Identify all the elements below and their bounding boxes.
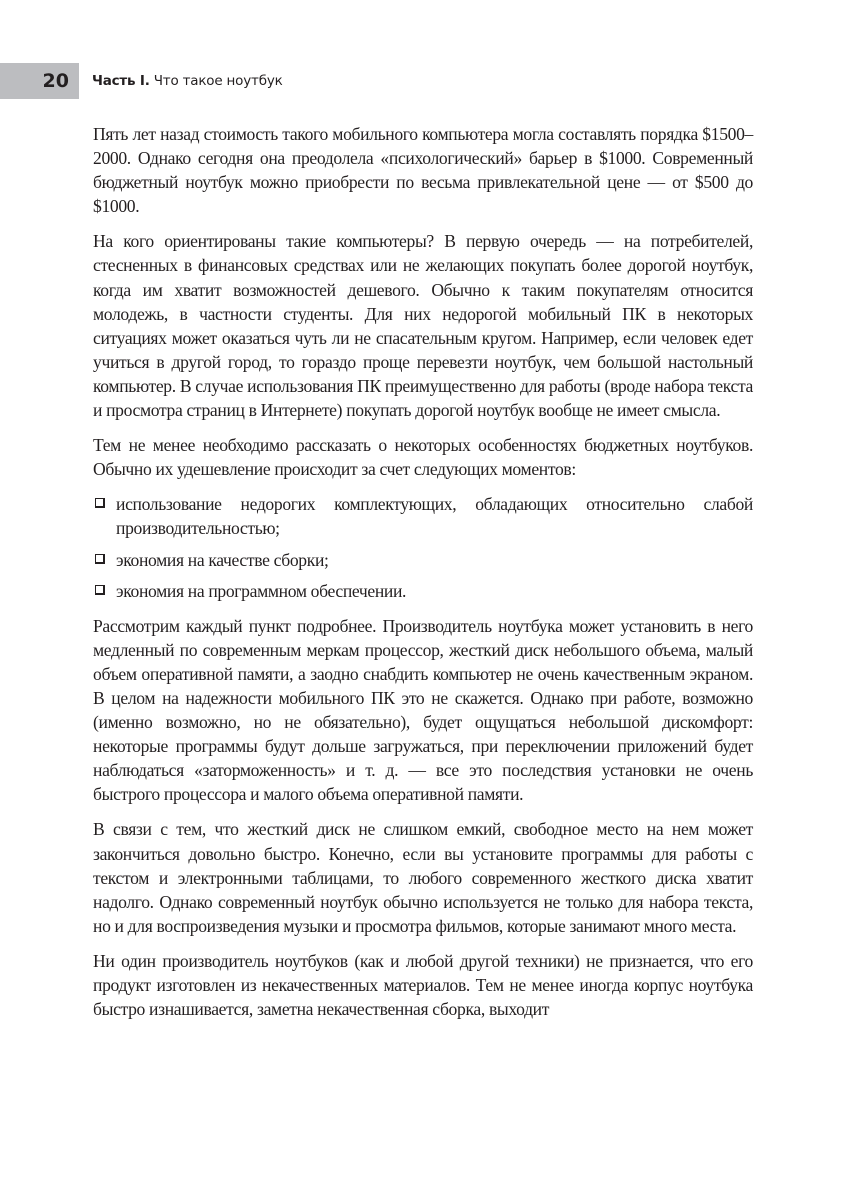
part-label: Часть I. <box>92 73 150 89</box>
page-number: 20 <box>42 70 69 92</box>
checkbox-bullet-icon <box>95 498 105 508</box>
paragraph-price: Пять лет назад стоимость такого мобильного компьютера могла составлять порядка $1500–2000. Однако сегодня она преодолела «психологический» барьер в $1000. Современный бюджетный ноутбук можно приобрести по весьма привлекательной цене — от $500 до $1000. <box>93 124 753 217</box>
page-number-tab <box>0 63 79 99</box>
paragraph-disk-space: В связи с тем, что жесткий диск не слишком емкий, свободное место на нем может закончиться довольно быстро. Конечно, если вы установите программы для работы с текстом и электронными таблицами, то любого современного жесткого диска хватит надолго. Однако современный ноутбук обычно используется не только для набора текста, но и для воспроизведения музыки и просмотра фильмов, которые занимают много места. <box>93 819 753 936</box>
list-item <box>93 548 753 572</box>
paragraph-hardware: Рассмотрим каждый пункт подробнее. Производитель ноутбука может установить в него медленный по современным меркам процессор, жесткий диск небольшого объема, малый объем оперативной памяти, а заодно снабдить компьютер не очень качественным экраном. В целом на надежности мобильного ПК это не скажется. Однако при работе, возможно (именно возможно, но не обязательно), будет ощущаться небольшой дискомфорт: некоторые программы будут дольше загружаться, при переключении приложений будет наблюдаться «заторможенность» и т. д. — все это последствия установки не очень быстрого процессора и малого объема оперативной памяти. <box>93 615 753 805</box>
list-item <box>93 579 753 603</box>
running-head <box>0 63 283 99</box>
list-item-text: экономия на качестве сборки; <box>116 549 329 570</box>
list-item <box>93 492 753 540</box>
paragraph-build-quality: Ни один производитель ноутбуков (как и любой другой техники) не признается, что его продукт изготовлен из некачественных материалов. Тем не менее иногда корпус ноутбука быстро изнашивается, заметна некачественная сборка, выходит <box>93 950 753 1020</box>
chapter-heading <box>92 73 283 89</box>
page-body <box>93 122 753 1032</box>
list-item-text: экономия на программном обеспечении. <box>116 580 407 601</box>
paragraph-audience: На кого ориентированы такие компьютеры? В первую очередь — на потребителей, стесненных в финансовых средствах или не желающих покупать более дорогой ноутбук, когда им хватит возможностей дешевого. Обычно к таким покупателям относится молодежь, в частности студенты. Для них недорогой мобильный ПК в некоторых ситуациях может оказаться чуть ли не спасательным кругом. Например, если человек едет учиться в другой город, то гораздо проще перевезти ноутбук, чем большой настольный компьютер. В случае использования ПК преимущественно для работы (вроде набора текста и просмотра страниц в Интернете) покупать дорогой ноутбук вообще не имеет смысла. <box>93 231 753 421</box>
list-item-text: использование недорогих комплектующих, обладающих относительно слабой производительностью; <box>116 494 753 539</box>
chapter-title: Что такое ноутбук <box>153 73 283 89</box>
checkbox-bullet-icon <box>95 585 105 595</box>
cost-saving-list <box>93 492 753 602</box>
checkbox-bullet-icon <box>95 554 105 564</box>
paragraph-features-intro: Тем не менее необходимо рассказать о некоторых особенностях бюджетных ноутбуков. Обычно их удешевление происходит за счет следующих моментов: <box>93 435 753 480</box>
